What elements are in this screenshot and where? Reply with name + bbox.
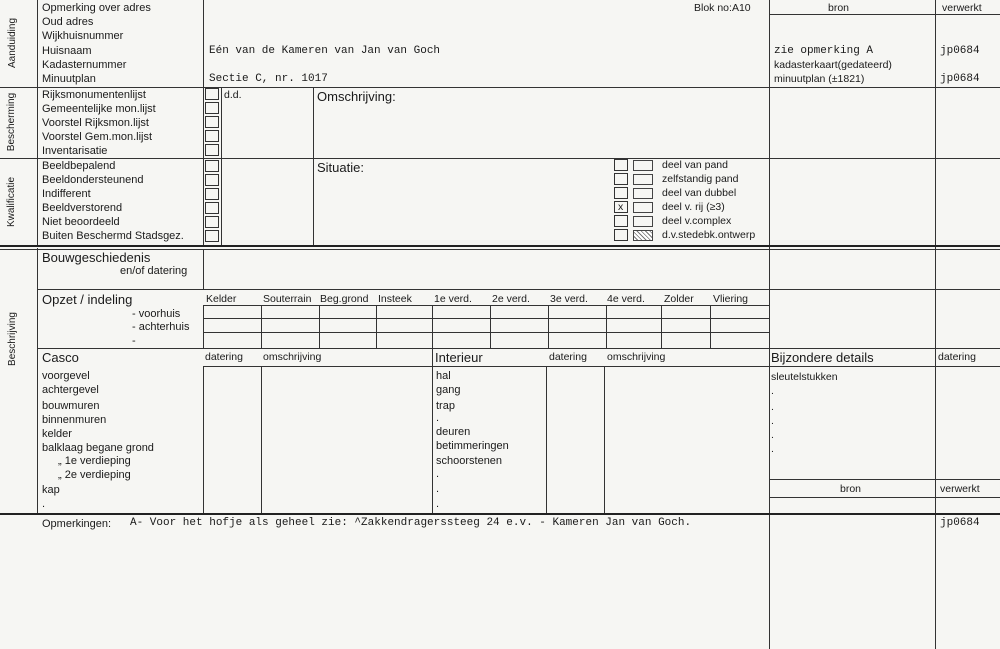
interieur-item: . <box>436 498 440 510</box>
verwerkt-2: jp0684 <box>940 73 980 85</box>
divider <box>221 87 222 245</box>
urban-design-icon <box>633 230 653 241</box>
label-gemeentelijke: Gemeentelijke mon.lijst <box>42 103 156 115</box>
option-zelfstandig-pand: zelfstandig pand <box>662 173 739 185</box>
checked-mark: x <box>618 201 624 213</box>
divider <box>37 289 1000 290</box>
bijzondere-item: . <box>771 385 774 397</box>
divider <box>203 0 204 245</box>
divider <box>313 158 314 245</box>
omschrijving-label: Omschrijving: <box>317 89 396 104</box>
opzet-title: Opzet / indeling <box>42 292 133 307</box>
opzet-col-3e-verd: 3e verd. <box>550 293 588 305</box>
blok-number: Blok no:A10 <box>694 2 751 14</box>
opmerkingen-verwerkt: jp0684 <box>940 517 980 529</box>
option-stedebk-ontwerp: d.v.stedebk.ontwerp <box>662 229 756 241</box>
divider <box>37 0 38 245</box>
label-minuutplan: Minuutplan <box>42 73 96 85</box>
option-deel-v-complex: deel v.complex <box>662 215 732 227</box>
divider <box>261 305 262 348</box>
casco-item: . <box>42 498 46 510</box>
opzet-col-beg-grond: Beg.grond <box>320 293 369 305</box>
checkbox-deel-v-complex[interactable] <box>614 215 628 227</box>
verwerkt-header: verwerkt <box>942 2 982 14</box>
label-beeldbepalend: Beeldbepalend <box>42 160 116 172</box>
interieur-item: betimmeringen <box>436 440 509 452</box>
checkbox-deel-van-pand[interactable] <box>614 159 628 171</box>
opzet-row-voorhuis: - voorhuis <box>132 308 181 320</box>
casco-item: „ 2e verdieping <box>58 469 131 481</box>
divider <box>769 14 1000 15</box>
casco-item: „ 1e verdieping <box>58 455 131 467</box>
interieur-title: Interieur <box>435 350 483 365</box>
divider <box>546 366 547 513</box>
verwerkt-1: jp0684 <box>940 45 980 57</box>
label-niet-beoordeeld: Niet beoordeeld <box>42 216 120 228</box>
checkbox-beeldverstorend[interactable] <box>205 202 219 214</box>
checkbox-deel-van-dubbel[interactable] <box>614 187 628 199</box>
divider <box>432 305 433 348</box>
opzet-col-zolder: Zolder <box>664 293 694 305</box>
bijzondere-title: Bijzondere details <box>771 350 874 365</box>
opzet-col-insteek: Insteek <box>378 293 412 305</box>
option-deel-v-rij: deel v. rij (≥3) <box>662 201 725 213</box>
interieur-item: . <box>436 412 440 424</box>
casco-title: Casco <box>42 350 79 365</box>
bouwgeschiedenis-title: Bouwgeschiedenis <box>42 250 151 265</box>
bijzondere-datering: datering <box>938 351 976 363</box>
divider <box>203 305 204 348</box>
section-beschrijving: Beschrijving <box>7 312 18 366</box>
option-deel-van-pand: deel van pand <box>662 159 728 171</box>
bijzondere-bron: bron <box>840 483 862 495</box>
option-deel-van-dubbel: deel van dubbel <box>662 187 737 199</box>
interieur-item: schoorstenen <box>436 455 503 467</box>
label-wijkhuisnummer: Wijkhuisnummer <box>42 30 124 42</box>
divider <box>935 0 936 649</box>
label-opmerking-adres: Opmerking over adres <box>42 2 151 14</box>
checkbox-stedebk-ontwerp[interactable] <box>614 229 628 241</box>
divider <box>604 366 605 513</box>
interieur-item: . <box>436 468 440 480</box>
opzet-col-kelder: Kelder <box>206 293 237 305</box>
divider <box>0 245 1000 247</box>
opmerkingen-text: A- Voor het hofje als geheel zie: ^Zakkendragerssteeg 24 e.v. - Kameren Jan van Goch. <box>130 517 692 529</box>
divider <box>0 249 1000 250</box>
divider <box>376 305 377 348</box>
opzet-col-souterrain: Souterrain <box>263 293 312 305</box>
label-voorstel-gem: Voorstel Gem.mon.lijst <box>42 131 153 143</box>
complex-icon <box>633 216 653 227</box>
section-aanduiding: Aanduiding <box>7 17 18 69</box>
opzet-col-vliering: Vliering <box>713 293 749 305</box>
checkbox-buiten-beschermd[interactable] <box>205 230 219 242</box>
divider <box>37 348 1000 349</box>
opzet-row-achterhuis: - achterhuis <box>132 321 190 333</box>
bijzondere-item: . <box>771 415 774 427</box>
label-rijksmonumentenlijst: Rijksmonumentenlijst <box>42 89 146 101</box>
checkbox-zelfstandig-pand[interactable] <box>614 173 628 185</box>
divider <box>548 305 549 348</box>
divider <box>0 158 1000 159</box>
checkbox-beeldondersteunend[interactable] <box>205 174 219 186</box>
divider <box>203 366 204 513</box>
interieur-omschrijving: omschrijving <box>607 351 666 363</box>
bijzondere-item: sleutelstukken <box>771 371 838 383</box>
divider <box>490 305 491 348</box>
label-indifferent: Indifferent <box>42 188 91 200</box>
divider <box>606 305 607 348</box>
divider <box>203 366 1000 367</box>
label-kadasternummer: Kadasternummer <box>42 59 127 71</box>
divider <box>710 305 711 348</box>
bron-zie-opmerking: zie opmerking A <box>774 45 874 57</box>
divider <box>769 0 770 649</box>
bijzondere-verwerkt: verwerkt <box>940 483 980 495</box>
detached-house-icon <box>633 174 653 185</box>
bron-minuutplan: minuutplan (±1821) <box>774 73 865 85</box>
checkbox-voorstel-rijksmon[interactable] <box>205 116 219 128</box>
divider <box>432 348 433 513</box>
bouwgeschiedenis-sub: en/of datering <box>120 265 188 277</box>
label-huisnaam: Huisnaam <box>42 45 92 57</box>
huisnaam-value: Eén van de Kameren van Jan van Goch <box>209 45 441 57</box>
double-house-icon <box>633 188 653 199</box>
divider <box>313 87 314 158</box>
divider <box>0 513 1000 515</box>
casco-item: voorgevel <box>42 370 90 382</box>
building-part-icon <box>633 160 653 171</box>
casco-item: bouwmuren <box>42 400 100 412</box>
label-voorstel-rijksmon: Voorstel Rijksmon.lijst <box>42 117 149 129</box>
interieur-item: trap <box>436 400 455 412</box>
bijzondere-item: . <box>771 401 774 413</box>
interieur-item: gang <box>436 384 461 396</box>
divider <box>203 318 769 319</box>
casco-item: kap <box>42 484 60 496</box>
divider <box>261 366 262 513</box>
dd-label: d.d. <box>224 89 242 101</box>
section-kwalificatie: Kwalificatie <box>6 176 17 228</box>
bijzondere-item: . <box>771 429 774 441</box>
divider <box>661 305 662 348</box>
interieur-item: deuren <box>436 426 471 438</box>
interieur-item: hal <box>436 370 451 382</box>
bron-header: bron <box>828 2 850 14</box>
casco-item: kelder <box>42 428 72 440</box>
divider <box>769 497 1000 498</box>
divider <box>769 479 1000 480</box>
opzet-col-4e-verd: 4e verd. <box>607 293 645 305</box>
minuutplan-value: Sectie C, nr. 1017 <box>209 73 328 85</box>
label-beeldverstorend: Beeldverstorend <box>42 202 123 214</box>
row-houses-icon <box>633 202 653 213</box>
bijzondere-item: . <box>771 443 774 455</box>
opzet-col-2e-verd: 2e verd. <box>492 293 530 305</box>
checkbox-inventarisatie[interactable] <box>205 144 219 156</box>
divider <box>203 332 769 333</box>
divider <box>203 249 204 289</box>
opzet-row-other: - <box>132 335 136 347</box>
opmerkingen-label: Opmerkingen: <box>42 518 112 530</box>
section-bescherming: Bescherming <box>6 92 17 152</box>
divider <box>203 305 769 306</box>
checkbox-indifferent[interactable] <box>205 188 219 200</box>
divider <box>37 248 38 513</box>
casco-item: binnenmuren <box>42 414 107 426</box>
interieur-datering: datering <box>549 351 587 363</box>
casco-omschrijving: omschrijving <box>263 351 322 363</box>
casco-item: balklaag begane grond <box>42 442 154 454</box>
label-buiten-beschermd: Buiten Beschermd Stadsgez. <box>42 230 184 242</box>
label-beeldondersteunend: Beeldondersteunend <box>42 174 144 186</box>
label-inventarisatie: Inventarisatie <box>42 145 108 157</box>
situatie-label: Situatie: <box>317 160 364 175</box>
checkbox-voorstel-gem[interactable] <box>205 130 219 142</box>
opzet-col-1e-verd: 1e verd. <box>434 293 472 305</box>
label-oud-adres: Oud adres <box>42 16 94 28</box>
checkbox-rijksmonumentenlijst[interactable] <box>205 88 219 100</box>
casco-datering: datering <box>205 351 243 363</box>
divider <box>319 305 320 348</box>
checkbox-gemeentelijke[interactable] <box>205 102 219 114</box>
checkbox-beeldbepalend[interactable] <box>205 160 219 172</box>
divider <box>0 87 1000 88</box>
checkbox-niet-beoordeeld[interactable] <box>205 216 219 228</box>
casco-item: achtergevel <box>42 384 99 396</box>
interieur-item: . <box>436 483 440 495</box>
bron-kadasterkaart: kadasterkaart(gedateerd) <box>774 59 892 71</box>
